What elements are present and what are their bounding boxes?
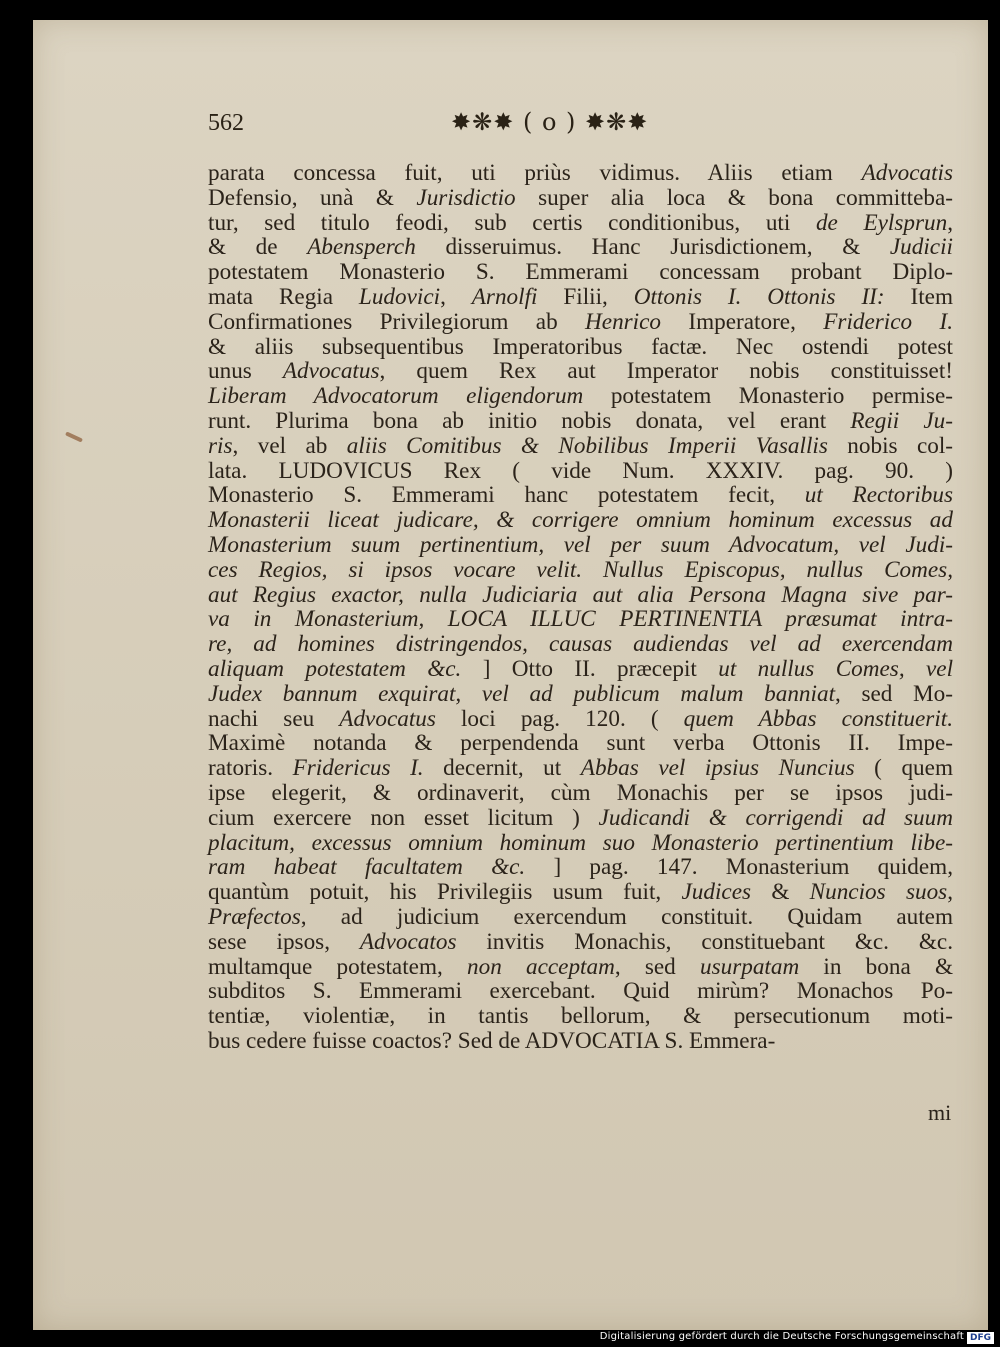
text-run: Maximè notanda & perpendenda sunt verba Ottonis II. Impe- (208, 730, 953, 757)
text-run: ipse elegerit, & ordinaverit, cùm Monachis per se ipsos judi- (208, 779, 953, 806)
text-line (208, 260, 953, 285)
text-line (208, 211, 953, 236)
text-run: , sed Mo- (835, 680, 953, 707)
text-line (208, 955, 953, 980)
italic-run: Jurisdictio (416, 184, 516, 211)
italic-run: Judices (681, 879, 752, 906)
italic-run: Advocatus (282, 358, 380, 385)
italic-run: aliquam potestatem &c. (208, 655, 462, 682)
digitization-credit: Digitalisierung gefördert durch die Deutsche Forschungsgemeinschaft (599, 1331, 964, 1342)
text-run: in bona & (799, 953, 953, 980)
text-run: , ad judicium exercendum constituit. Quidam autem (300, 903, 953, 930)
text-run: ] Otto II. præcepit (461, 655, 719, 682)
italic-run: Judicandi & corrigendi ad suum (598, 804, 953, 831)
italic-run: Judicii (889, 234, 953, 261)
text-line (208, 508, 953, 533)
italic-run: usurpatam (699, 953, 800, 980)
text-run: Monasterio S. Emmerami hanc potestatem fecit, (208, 482, 805, 509)
text-line (208, 682, 953, 707)
text-run: Filii, (537, 283, 634, 310)
italic-run: aut Regius exactor, nulla Judiciaria aut alia Persona Magna sive par- (208, 581, 953, 608)
text-line (208, 930, 953, 955)
text-line (208, 558, 953, 583)
italic-run: Liberam Advocatorum eligendorum (208, 383, 584, 410)
italic-run: ut nullus Comes, vel (718, 655, 954, 682)
text-line (208, 434, 953, 459)
text-run: runt. Plurima bona ab initio nobis donata, vel erant (208, 407, 851, 434)
text-run: Defensio, unà & (208, 184, 417, 211)
italic-run: non acceptam (467, 953, 615, 980)
italic-run: placitum, excessus omnium hominum suo Monasterio pertinentium libe- (208, 829, 953, 856)
text-line (208, 285, 953, 310)
page-header (208, 110, 953, 150)
text-run: ( quem (854, 755, 953, 782)
text-run: , (947, 879, 953, 906)
text-run: , (947, 209, 953, 236)
italic-run: Abensperch (307, 234, 416, 261)
text-run: & (751, 879, 810, 906)
text-run: nachi seu (208, 705, 340, 732)
italic-run: va in Monasterium, LOCA ILLUC PERTINENTIA præsumat intra- (208, 606, 953, 633)
italic-run: Advocatis (861, 160, 953, 186)
italic-run: Abbas vel ipsius Nuncius (580, 755, 855, 782)
text-line (208, 359, 953, 384)
text-run: & aliis subsequentibus Imperatoribus factæ. Nec ostendi potest (208, 333, 953, 360)
text-line (208, 483, 953, 508)
text-run: cium exercere non esset licitum ) (208, 804, 599, 831)
text-run: parata concessa fuit, uti priùs vidimus. Aliis etiam (208, 160, 862, 186)
text-line (208, 855, 953, 880)
text-line (208, 1029, 953, 1054)
header-ornament: ✸❋✸ ( o ) ✸❋✸ (451, 108, 649, 136)
text-run: lata. LUDOVICUS Rex ( vide Num. XXXIV. pag. 90. ) (208, 457, 953, 484)
text-run: unus (208, 358, 283, 385)
text-line (208, 1004, 953, 1029)
text-run: , vel ab (232, 432, 347, 459)
italic-run: Monasterii liceat judicare, & corrigere omnium hominum excessus ad (208, 507, 953, 534)
text-run: ratoris. (208, 755, 293, 782)
text-run: mata Regia (208, 283, 359, 310)
italic-run: Præfectos (208, 903, 301, 930)
italic-run: quem Abbas constituerit. (683, 705, 953, 732)
italic-run: Ludovici (358, 283, 441, 310)
text-run: subditos S. Emmerami exercebant. Quid mirùm? Monachos Po- (208, 978, 953, 1005)
text-line (208, 583, 953, 608)
text-line (208, 310, 953, 335)
text-line (208, 384, 953, 409)
italic-run: Fridericus I. (292, 755, 424, 782)
text-run: nobis col- (827, 432, 954, 459)
text-run: invitis Monachis, constituebant &c. &c. (456, 928, 953, 955)
text-run: loci pag. 120. ( (435, 705, 684, 732)
text-run: bus cedere fuisse coactos? Sed de ADVOCATIA S. Emmera- (208, 1027, 776, 1054)
text-line (208, 806, 953, 831)
italic-run: Judex bannum exquirat, vel ad publicum malum banniat (208, 680, 836, 707)
text-run: multamque potestatem, (208, 953, 467, 980)
text-run: decernit, ut (423, 755, 581, 782)
text-line (208, 459, 953, 484)
text-line (208, 632, 953, 657)
text-run: & de (208, 234, 308, 261)
text-run: sese ipsos, (208, 928, 360, 955)
text-run: tur, sed titulo feodi, sub certis conditionibus, uti (208, 209, 816, 236)
text-line (208, 781, 953, 806)
text-run: Confirmationes Privilegiorum ab (208, 308, 586, 335)
dfg-logo: DFG (967, 1332, 994, 1344)
italic-run: Regii Ju- (850, 407, 953, 434)
text-line (208, 409, 953, 434)
text-line (208, 657, 953, 682)
italic-run: Monasterium suum pertinentium, vel per suum Advocatum, vel Judi- (208, 531, 953, 558)
text-run: potestatem Monasterio S. Emmerami concessam probant Diplo- (208, 259, 953, 286)
italic-run: ris (208, 432, 233, 459)
text-line (208, 880, 953, 905)
text-run: , quem Rex aut Imperator nobis constituisset! (379, 358, 953, 385)
text-run: ] pag. 147. Monasterium quidem, (525, 854, 953, 881)
text-line (208, 905, 953, 930)
italic-run: de Eylsprun (815, 209, 948, 236)
text-run: , sed (614, 953, 700, 980)
text-line (208, 186, 953, 211)
italic-run: Arnolfi (471, 283, 538, 310)
italic-run: Henrico (585, 308, 662, 335)
text-run: potestatem Monasterio permise- (583, 383, 953, 410)
italic-run: Ottonis I. Ottonis II: (633, 283, 885, 310)
italic-run: ut Rectoribus (804, 482, 954, 509)
body-text (208, 161, 953, 1054)
text-run: disseruimus. Hanc Jurisdictionem, & (415, 234, 890, 261)
text-line (208, 533, 953, 558)
text-run: , (440, 283, 472, 310)
text-run: Imperatore, (661, 308, 824, 335)
italic-run: re, ad homines distringendos, causas audiendas vel ad exercendam (208, 631, 953, 658)
text-line (208, 161, 953, 186)
catchword: mi (928, 1100, 952, 1125)
italic-run: ram habeat facultatem &c. (208, 854, 526, 881)
text-line (208, 756, 953, 781)
text-run: tentiæ, violentiæ, in tantis bellorum, & persecutionum moti- (208, 1003, 953, 1030)
text-run: quantùm potuit, his Privilegiis usum fuit, (208, 879, 682, 906)
text-run: Item (884, 283, 953, 310)
italic-run: aliis Comitibus & Nobilibus Imperii Vasallis (346, 432, 828, 459)
text-line (208, 979, 953, 1004)
italic-run: Friderico I. (823, 308, 953, 335)
italic-run: ces Regios, si ipsos vocare velit. Nullus Episcopus, nullus Comes, (208, 556, 953, 583)
text-line (208, 335, 953, 360)
text-run: super alia loca & bona committeba- (515, 184, 953, 211)
text-line (208, 235, 953, 260)
page-number: 562 (208, 110, 244, 136)
italic-run: Advocatus (339, 705, 436, 732)
italic-run: Advocatos (359, 928, 457, 955)
text-line (208, 707, 953, 732)
text-line (208, 831, 953, 856)
text-line (208, 731, 953, 756)
text-line (208, 607, 953, 632)
italic-run: Nuncios suos (809, 879, 948, 906)
